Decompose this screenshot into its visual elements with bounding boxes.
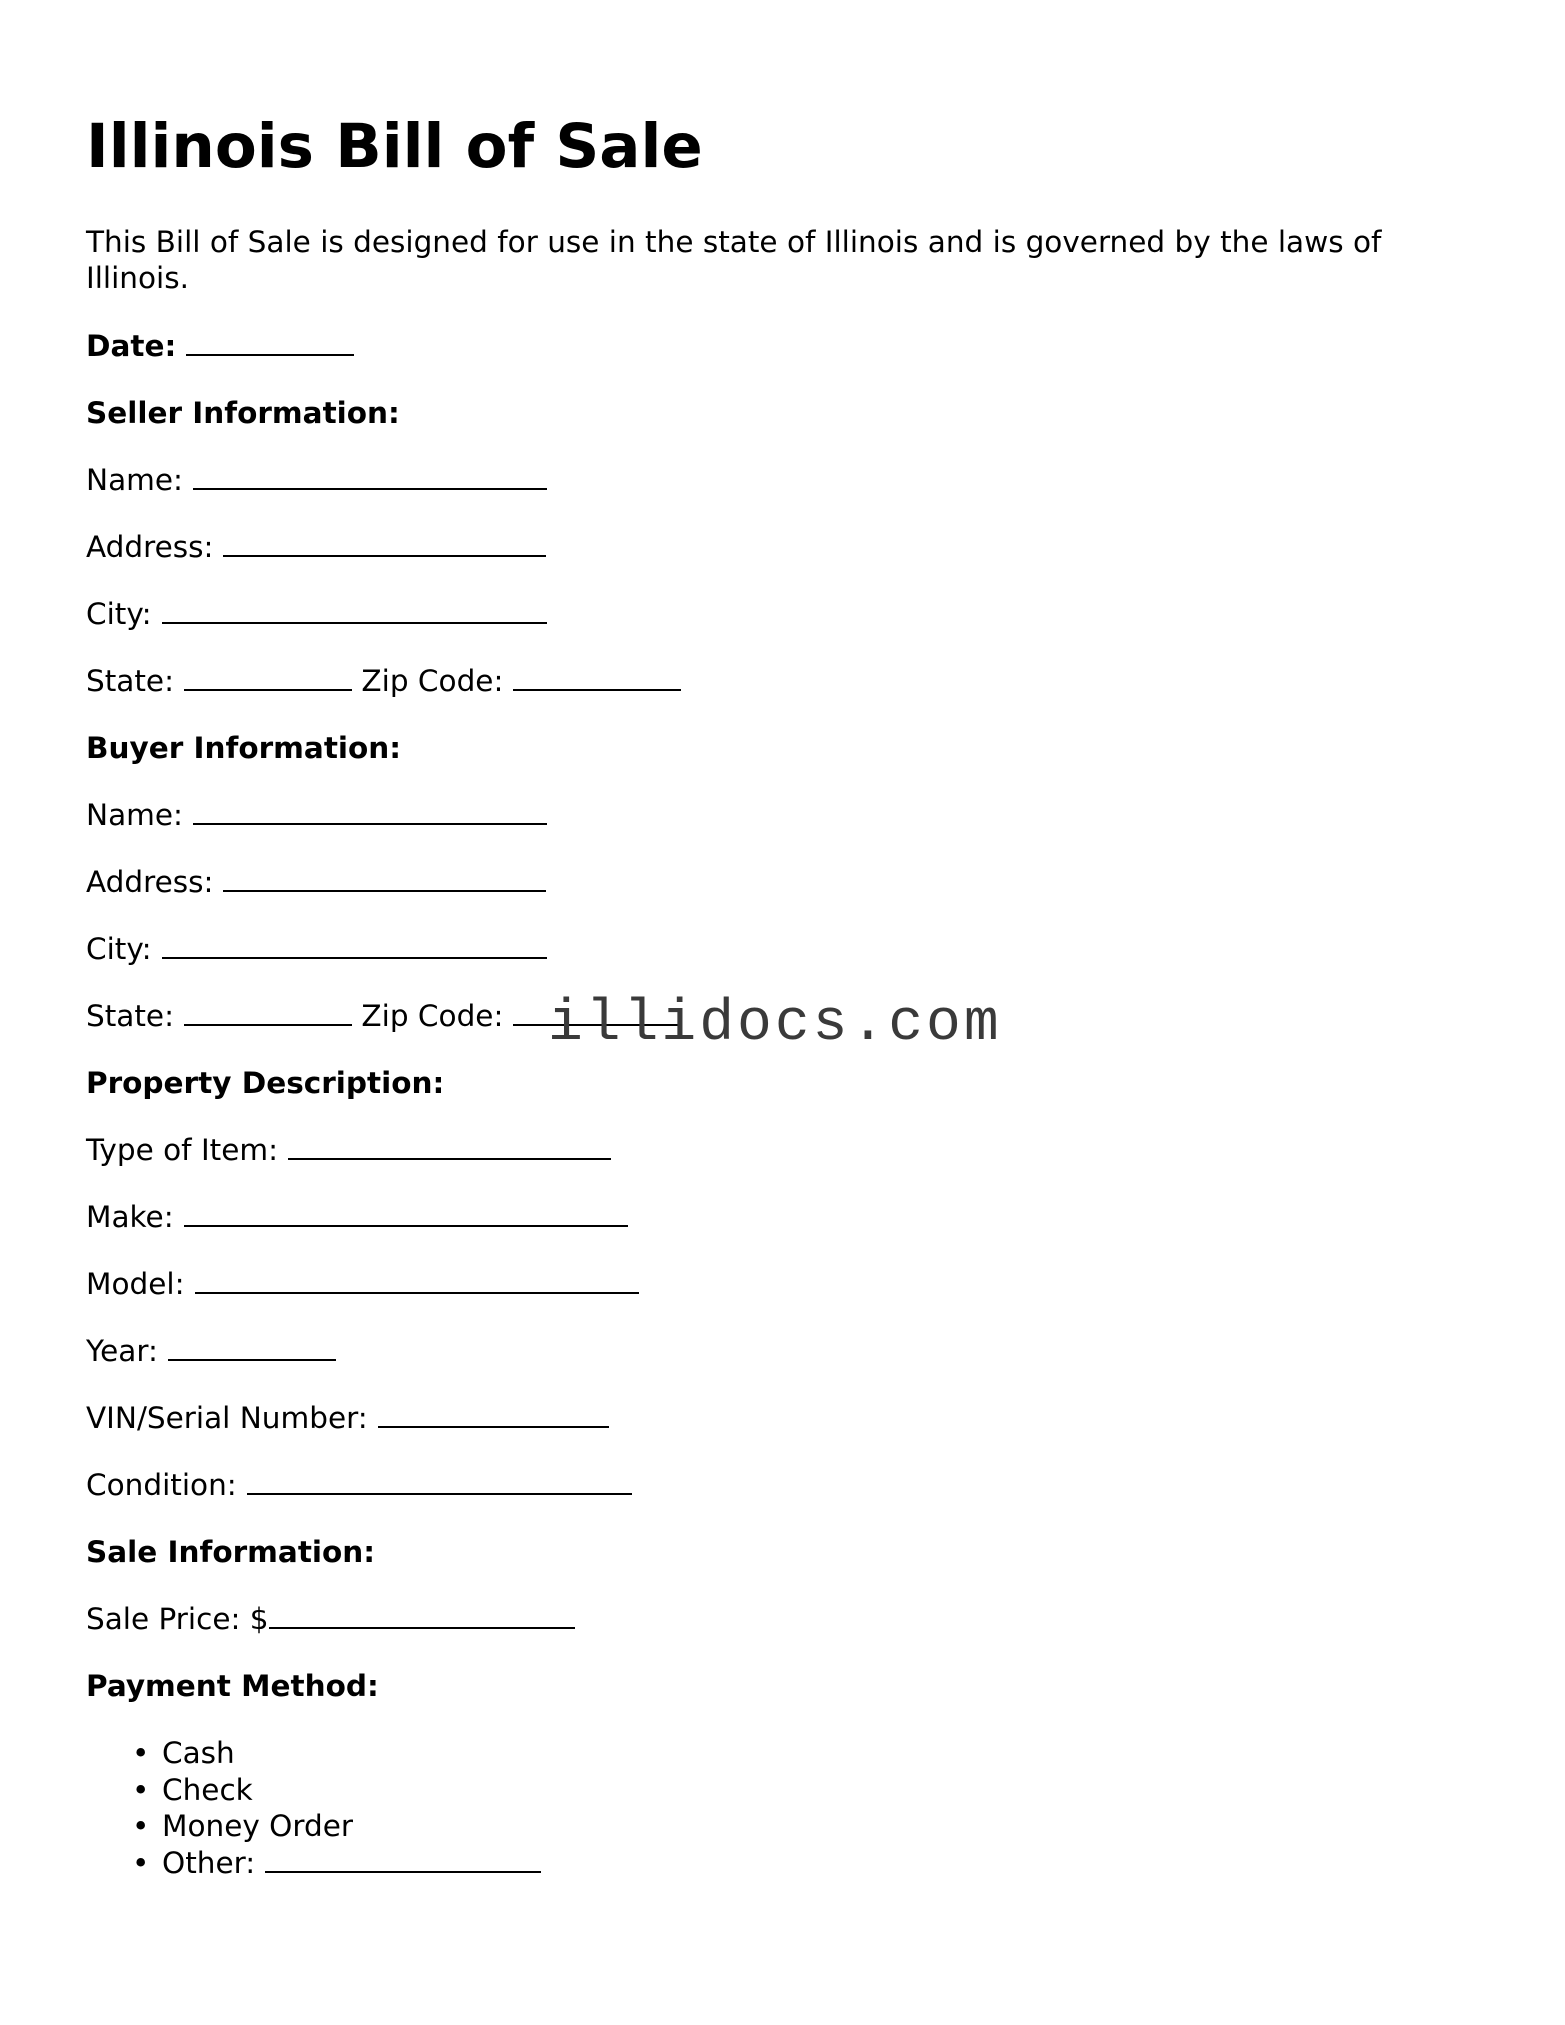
property-condition-row [86,1465,632,1505]
seller-state-label: State: [86,664,175,698]
payment-option-money-order[interactable] [132,1808,541,1845]
property-make-field[interactable] [184,1201,628,1227]
buyer-state-field[interactable] [184,1000,352,1026]
date-row [86,326,354,366]
seller-address-row [86,527,546,567]
buyer-state-label: State: [86,999,175,1033]
buyer-address-field[interactable] [223,866,546,892]
buyer-city-field[interactable] [162,933,547,959]
property-model-row [86,1264,639,1304]
seller-city-label: City: [86,597,152,631]
sale-heading: Sale Information: [86,1535,376,1569]
buyer-address-row [86,862,546,902]
property-type-label: Type of Item: [86,1133,279,1167]
watermark-text: illidocs.com [548,992,1002,1057]
seller-city-row [86,594,547,634]
bullet-icon: • [132,1809,150,1843]
property-condition-field[interactable] [247,1469,632,1495]
buyer-city-row [86,929,547,969]
buyer-name-field[interactable] [193,799,547,825]
property-year-field[interactable] [168,1335,336,1361]
buyer-heading: Buyer Information: [86,731,402,765]
property-type-field[interactable] [288,1134,611,1160]
buyer-name-row [86,795,547,835]
date-label: Date: [86,329,177,363]
property-make-label: Make: [86,1200,174,1234]
property-condition-label: Condition: [86,1468,237,1502]
seller-zip-field[interactable] [513,665,681,691]
buyer-city-label: City: [86,932,152,966]
seller-state-zip-row [86,661,681,701]
payment-option-check[interactable] [132,1772,541,1809]
bullet-icon: • [132,1845,150,1880]
payment-option-label: Other: [162,1845,256,1880]
property-year-row [86,1331,336,1371]
payment-option-label: Check [162,1772,253,1807]
payment-method-list [86,1735,541,1881]
seller-city-field[interactable] [162,598,547,624]
buyer-zip-label: Zip Code: [361,999,504,1033]
property-year-label: Year: [86,1334,158,1368]
date-field[interactable] [186,330,354,356]
payment-option-label: Money Order [162,1809,354,1843]
buyer-state-zip-row [86,996,681,1036]
seller-name-label: Name: [86,463,183,497]
payment-option-other[interactable] [132,1845,541,1882]
intro-paragraph: This Bill of Sale is designed for use in the state of Illinois and is governed by the laws of Illinois. [86,225,1382,295]
page-title: Illinois Bill of Sale [86,111,703,182]
payment-option-label: Cash [162,1736,235,1770]
property-type-row [86,1130,611,1170]
bullet-icon: • [132,1772,150,1807]
seller-address-label: Address: [86,530,214,564]
property-make-row [86,1197,628,1237]
sale-price-label: Sale Price: $ [86,1602,269,1636]
payment-other-field[interactable] [265,1847,541,1873]
property-vin-field[interactable] [378,1402,609,1428]
bullet-icon: • [132,1736,150,1770]
sale-price-row [86,1599,575,1639]
payment-heading: Payment Method: [86,1669,379,1703]
property-model-field[interactable] [195,1268,639,1294]
buyer-name-label: Name: [86,798,183,832]
payment-option-cash[interactable] [132,1735,541,1772]
seller-name-row [86,460,547,500]
property-vin-label: VIN/Serial Number: [86,1401,368,1435]
buyer-zip-field[interactable] [513,1000,681,1026]
seller-heading: Seller Information: [86,396,400,430]
property-vin-row [86,1398,609,1438]
seller-address-field[interactable] [223,531,546,557]
seller-zip-label: Zip Code: [361,664,504,698]
buyer-address-label: Address: [86,865,214,899]
seller-state-field[interactable] [184,665,352,691]
seller-name-field[interactable] [193,464,547,490]
property-model-label: Model: [86,1267,185,1301]
property-heading: Property Description: [86,1066,445,1100]
sale-price-field[interactable] [269,1603,575,1629]
